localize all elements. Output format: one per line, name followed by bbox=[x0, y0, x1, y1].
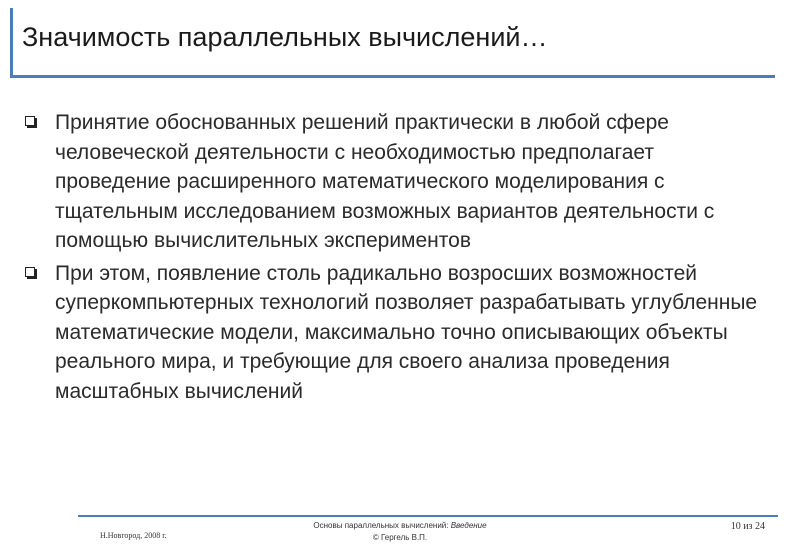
page-title: Значимость параллельных вычислений… bbox=[22, 22, 548, 52]
footer-course bbox=[250, 520, 550, 544]
square-bullet-icon bbox=[25, 116, 35, 126]
page-number: 10 из 24 bbox=[730, 521, 765, 532]
footer-course-name: Основы параллельных вычислений: bbox=[313, 521, 451, 530]
footer-location-date: Н.Новгород, 2008 г. bbox=[100, 531, 167, 540]
list-item bbox=[22, 108, 762, 256]
footer-section-name: Введение bbox=[450, 521, 487, 530]
bullet-list bbox=[22, 108, 762, 409]
footer-author: © Гергель В.П. bbox=[372, 533, 428, 542]
bullet-text: Принятие обоснованных решений практически в любой сфере человеческой деятельности с необходимостью предполагает проведение расширенного математического моделирования с тщательным исследованием возможных вариантов деятельности с помощью вычислительных экспериментов bbox=[55, 111, 715, 252]
footer-divider bbox=[78, 515, 778, 517]
square-bullet-icon bbox=[25, 267, 35, 277]
bullet-text: При этом, появление столь радикально возросших возможностей суперкомпьютерных технологий позволяет разрабатывать углубленные математические модели, максимально точно описывающих объекты реального мира, и требующие для своего анализа проведения масштабных вычислений bbox=[55, 261, 758, 403]
list-item bbox=[22, 259, 762, 407]
